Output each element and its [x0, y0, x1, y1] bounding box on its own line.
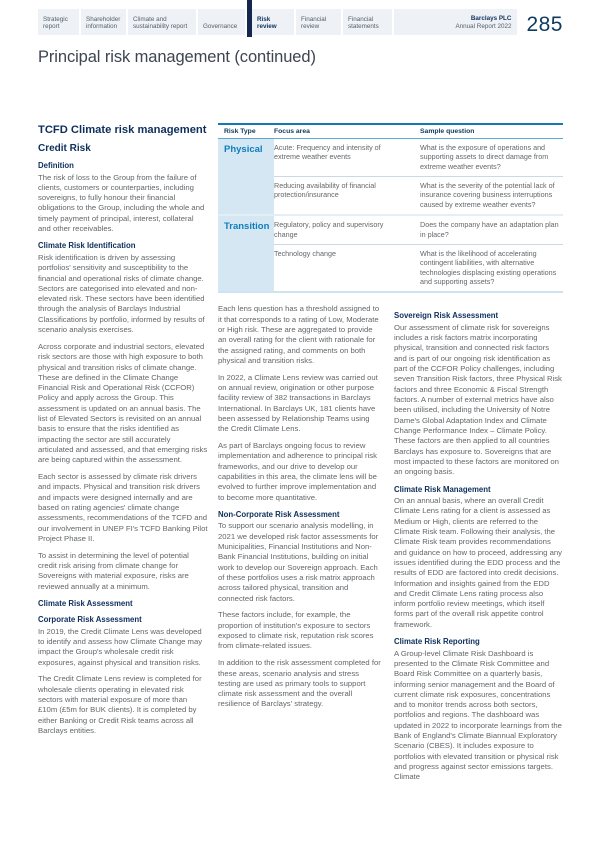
body-paragraph: In addition to the risk assessment completed for these areas, scenario analysis and stress testing are used as primary tools to support climate risk assessment and the overall resilience of Barclays' strategy. — [218, 658, 381, 709]
body-paragraph: The risk of loss to the Group from the failure of clients, customers or counterparties, including sovereigns, to fully honour their financial obligations to the Group, including the whole and timely payment of principal, interest, collateral and other receivables. — [38, 172, 205, 234]
page-number: 285 — [526, 13, 563, 36]
header-tab-climate-and-sustainability-report[interactable] — [128, 9, 196, 35]
section-heading: Climate Risk Assessment — [38, 599, 133, 609]
body-paragraph: Risk identification is driven by assessing portfolios' sensitivity and susceptibility to the financial and operational risks of climate change. Sectors are categorised into elevated and non-elevated risk. These sectors have been identified through the analysis of Barclays Industrial Classifications by portfolio, informed by results of scenario analysis exercises. — [38, 252, 205, 335]
header-tab-shareholder-information[interactable] — [81, 9, 126, 35]
brand-subtitle: Annual Report 2022 — [455, 23, 512, 31]
section-heading: Climate Risk Identification — [38, 241, 136, 251]
credit-risk-subtitle: Credit Risk — [38, 143, 91, 154]
body-paragraph: A Group-level Climate Risk Dashboard is presented to the Climate Risk Committee and Board Risk Committee on a quarterly basis, informing senior management and the Board of current climate risk exposures, concentrations and to monitor trends across both sectors, portfolios and regions. The dashboard was updated in 2022 to incorporate learnings from the Bank of England's Climate Biannual Exploratory Scenario (CBES). It includes exposure to portfolios with elevated transition or physical risk and progress against sector emissions targets. Climate — [394, 648, 562, 782]
table-row — [274, 216, 563, 244]
focus-area-cell: Regulatory, policy and supervisory change — [274, 220, 384, 239]
body-paragraph: In 2019, the Credit Climate Lens was developed to identify and assess how Climate Change may impact the Group's wholesale credit risk exposures, against physical and transition risks. — [38, 626, 203, 667]
header-tab-label: Financial review — [301, 15, 327, 31]
risk-type-cell: Transition — [218, 216, 274, 291]
body-paragraph: These factors include, for example, the proportion of institution's exposure to sectors exposed to climate risk, reputation risk scores from climate-related issues. — [218, 610, 374, 651]
sample-question-cell: Does the company have an adaptation plan in place? — [420, 220, 559, 239]
header-tab-label: Shareholder information — [86, 15, 121, 31]
middle-column — [218, 304, 381, 789]
body-paragraph: Across corporate and industrial sectors, elevated risk sectors are those with high exposure to both physical and transition risks of climate change. These are defined in the Climate Change Financial Risk and Operational Risk (CCFOR) Policy and apply across the Group. This assessment is updated on an annual basis. The list of Elevated Sectors is revisited on an annual basis to ensure that the risks identified as impacting the sector are still accurately articulated and assessed, and that emerging risks are being captured within the assessment. — [38, 341, 208, 465]
header-tab-risk-review[interactable] — [252, 9, 294, 35]
risk-table — [218, 123, 563, 293]
body-paragraph: Each sector is assessed by climate risk drivers and impacts. Physical and transition risk drivers and impacts were designed internally and are based on rating agencies' climate change assessments, recommendations of the TCFD and our involvement in UNEP FI's TCFD Banking Pilot Project Phase II. — [38, 472, 208, 543]
main-content — [38, 123, 563, 789]
header-tab-label: Governance — [203, 23, 238, 31]
header-tab-financial-review[interactable] — [296, 9, 341, 35]
risk-table-rows — [274, 216, 563, 291]
right-area — [218, 123, 563, 789]
risk-table-rows — [274, 139, 563, 214]
table-row — [274, 244, 563, 291]
focus-area-cell: Acute: Frequency and intensity of extreme weather events — [274, 143, 381, 162]
report-page — [0, 9, 600, 789]
risk-table-section-transition — [218, 214, 563, 291]
risk-table-section-physical — [218, 139, 563, 214]
risk-type-cell: Physical — [218, 139, 274, 214]
col-header-risk-type: Risk Type — [224, 128, 256, 135]
section-heading: Non-Corporate Risk Assessment — [218, 509, 340, 519]
text-columns — [218, 304, 563, 789]
header-tab-financial-statements[interactable] — [343, 9, 392, 35]
table-row — [274, 139, 563, 176]
section-heading: Climate Risk Management — [394, 484, 491, 494]
focus-area-cell: Technology change — [274, 248, 336, 258]
body-paragraph: In 2022, a Climate Lens review was carried out on annual review, origination or other purpose facility review of 382 transactions in Barclays International. In Barclays UK, 181 clients have been assessed by Relationship Teams using the Credit Climate Lens. — [218, 372, 378, 434]
body-paragraph: Each lens question has a threshold assigned to it that corresponds to a rating of Low, Moderate or High risk. These are aggregated to provide an overall rating for the client with rationale for the assigned rating, and comments on both physical and transition risks. — [218, 304, 380, 365]
section-heading: Corporate Risk Assessment — [38, 615, 142, 625]
body-paragraph: Our assessment of climate risk for sovereigns includes a risk factors matrix incorporating physical, transition and connected risk factors and is part of our ongoing risk identification as part of the CCFOR Policy challenges, including seven Transition Risk factors, three Physical Risk factors and three Economic & Fiscal Strength factors. A number of external metrics have also been utilised, including the University of Notre Dame's Global Adaptation Index and Climate Change Performance Index – Climate Policy. These factors are then applied to all countries Barclays has exposure to. Sovereigns that are most impacted to these factors are monitored on an ongoing basis. — [394, 322, 562, 477]
section-heading: Definition — [38, 161, 74, 170]
header-tab-strategic-report[interactable] — [38, 9, 79, 35]
sample-question-cell: What is the severity of the potential lack of insurance covering business interruptions caused by extreme weather events? — [420, 181, 555, 209]
body-paragraph: On an annual basis, where an overall Credit Climate Lens rating for a client is assessed as Medium or High, clients are referred to the Climate Risk team. Following their analysis, the Climate Risk team provides recommendations and guidance on how to proceed, addressing any issues identified during the EDD process and the results of EDD are factored into credit decisions. Information and insights gained from the EDD and Credit Climate Lens rating process also inform portfolio review meetings, which itself forms part of the overall risk appetite control framework. — [394, 496, 562, 629]
body-paragraph: The Credit Climate Lens review is completed for wholesale clients operating in elevated risk sectors with material exposure of more than £10m (£5m for BUK clients). It is completed by either Banking or Credit Risk teams across all Barclays entities. — [38, 674, 202, 735]
tcfd-title: TCFD Climate risk management — [38, 124, 207, 136]
section-heading: Sovereign Risk Assessment — [394, 311, 499, 321]
active-tab-accent-bar — [247, 0, 252, 37]
body-paragraph: To assist in determining the level of potential credit risk arising from climate change for Sovereigns with material exposure, risks are reviewed annually at a minimum. — [38, 550, 189, 591]
header-tab-governance[interactable] — [198, 9, 245, 35]
body-paragraph: As part of Barclays ongoing focus to review implementation and adherence to principal risk frameworks, and our drive to develop our capabilities in this area, the climate lens will be evolved to further improve implementation and to become more quantitative. — [218, 441, 377, 502]
right-column — [394, 304, 563, 789]
header-tab-label: Risk review — [257, 15, 277, 31]
header-tab-label: Strategic report — [43, 15, 68, 31]
brand-name: Barclays PLC — [470, 15, 512, 23]
sample-question-cell: What is the likelihood of accelerating contingent liabilities, with alternative technologies displacing existing operations and supporting assets? — [420, 248, 557, 286]
left-column — [38, 123, 208, 789]
section-heading: Climate Risk Reporting — [394, 637, 480, 647]
focus-area-cell: Reducing availability of financial protection/insurance — [274, 181, 376, 200]
col-header-focus-area: Focus area — [274, 128, 310, 135]
col-header-sample-question: Sample question — [420, 128, 475, 135]
page-title: Principal risk management (continued) — [38, 48, 316, 66]
header-tab-label: Financial statements — [348, 15, 379, 31]
left-column-sections — [38, 161, 208, 736]
risk-table-header — [218, 125, 563, 139]
body-paragraph: To support our scenario analysis modelling, in 2021 we developed risk factor assessments for Municipalities, Financial Institutions and Non-Bank Financial Institutions, building on initial work to develop our Sovereign approach. Each of these portfolios uses a risk matrix approach across tailored physical, transition and connected risk factors. — [218, 521, 379, 603]
report-section-tabs — [38, 9, 563, 35]
sample-question-cell: What is the exposure of operations and supporting assets to direct damage from extreme weather events? — [420, 143, 549, 171]
risk-table-body — [218, 139, 563, 291]
table-row — [274, 176, 563, 214]
brand-box — [394, 9, 517, 35]
header-tab-label: Climate and sustainability report — [133, 15, 188, 31]
